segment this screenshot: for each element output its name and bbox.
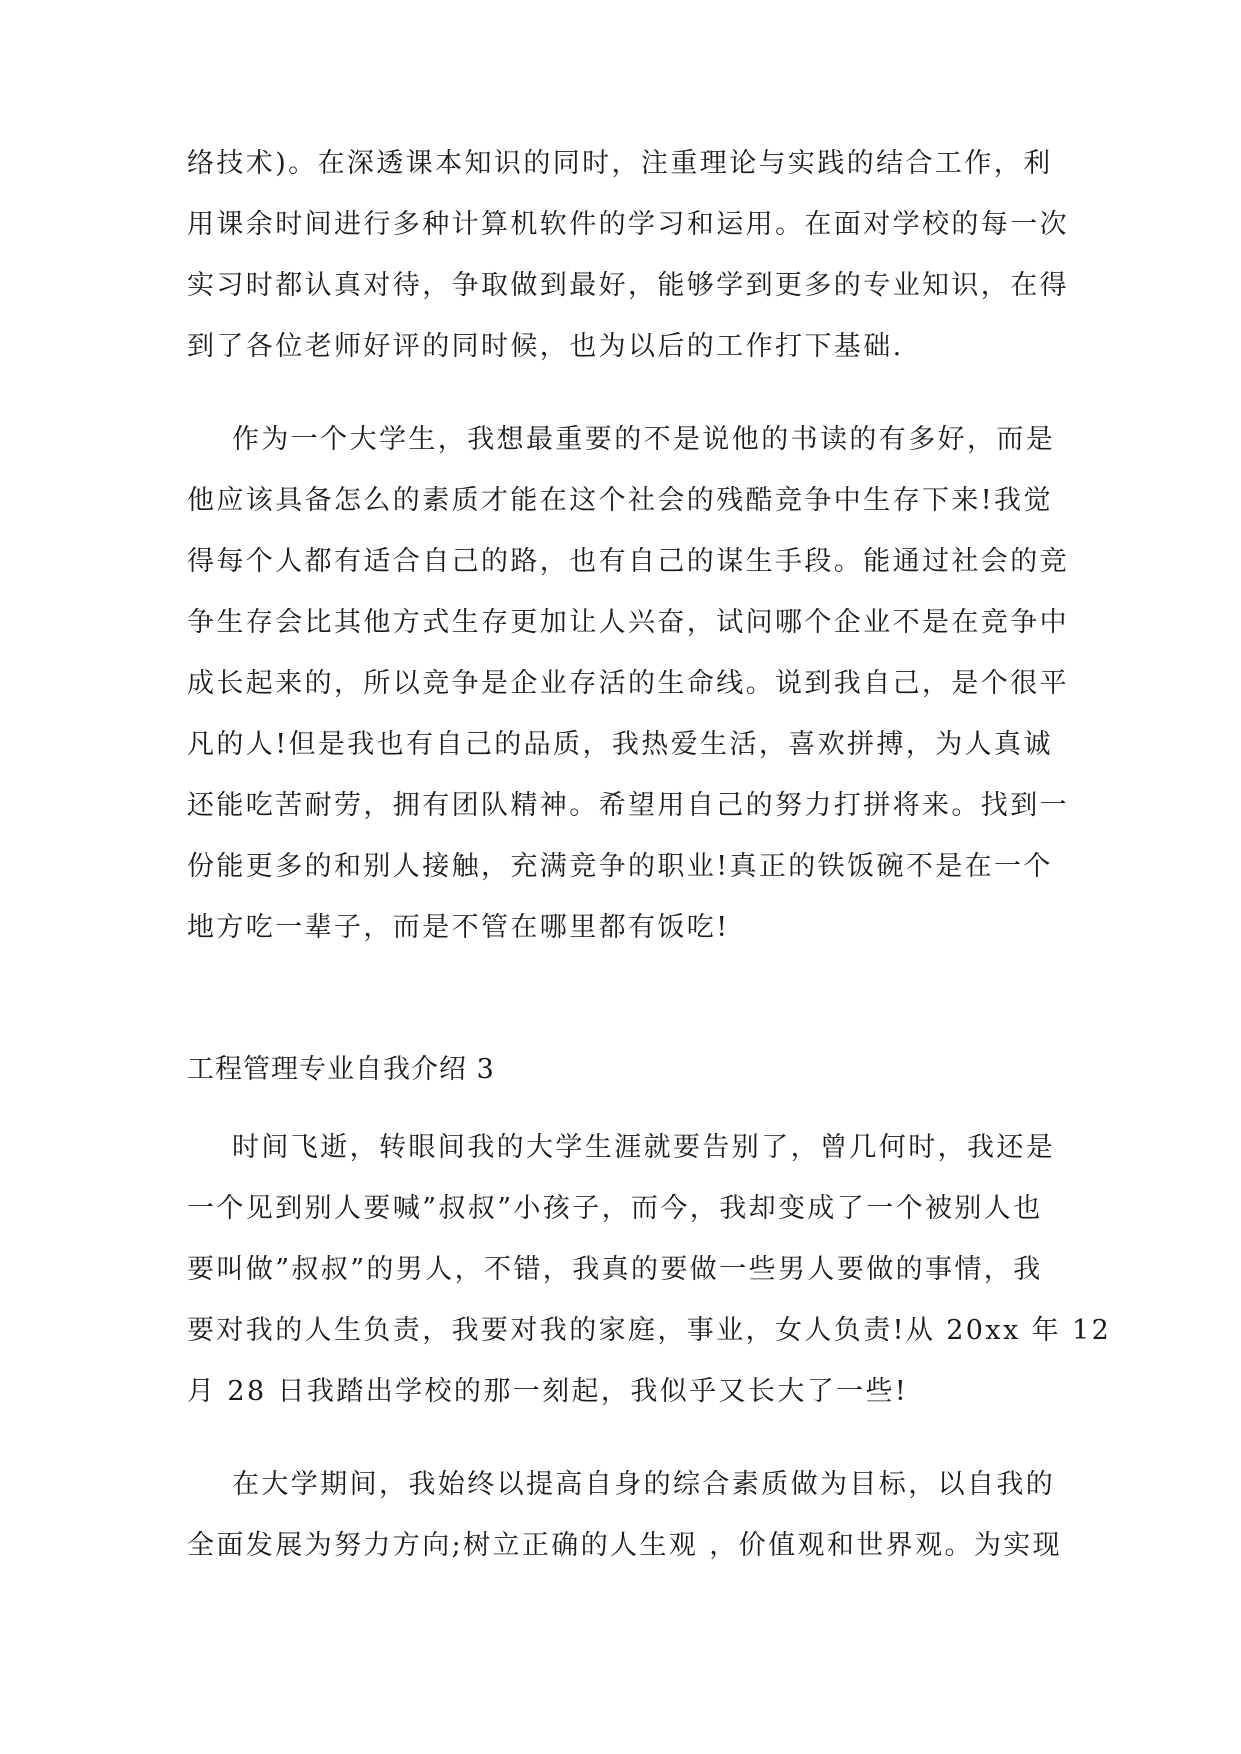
paragraph-line: 得每个人都有适合自己的路，也有自己的谋生手段。能通过社会的竞 [187, 546, 1069, 577]
paragraph-line: 月 28 日我踏出学校的那一刻起，我似乎又长大了一些! [187, 1376, 909, 1407]
paragraph-line: 还能吃苦耐劳，拥有团队精神。希望用自己的努力打拼将来。找到一 [187, 790, 1069, 821]
section-heading: 工程管理专业自我介绍 3 [187, 1054, 495, 1085]
paragraph-line: 地方吃一辈子，而是不管在哪里都有饭吃! [187, 912, 730, 943]
paragraph-line: 他应该具备怎么的素质才能在这个社会的残酷竞争中生存下来!我觉 [187, 485, 1053, 516]
paragraph-line: 在大学期间，我始终以提高自身的综合素质做为目标，以自我的 [232, 1469, 1056, 1500]
paragraph-line: 要叫做”叔叔”的男人，不错，我真的要做一些男人要做的事情，我 [187, 1254, 1043, 1285]
paragraph-line: 全面发展为努力方向;树立正确的人生观 ，价值观和世界观。为实现 [187, 1530, 1063, 1561]
paragraph-line: 争生存会比其他方式生存更加让人兴奋，试问哪个企业不是在竞争中 [187, 607, 1069, 638]
paragraph-line: 到了各位老师好评的同时候，也为以后的工作打下基础. [187, 331, 904, 362]
paragraph-line: 一个见到别人要喊”叔叔”小孩子，而今，我却变成了一个被别人也 [187, 1193, 1043, 1224]
paragraph-line: 实习时都认真对待，争取做到最好，能够学到更多的专业知识，在得 [187, 270, 1069, 301]
paragraph-line: 络技术)。在深透课本知识的同时，注重理论与实践的结合工作，利 [187, 148, 1053, 179]
paragraph-line: 时间飞逝，转眼间我的大学生涯就要告别了，曾几何时，我还是 [232, 1132, 1056, 1163]
paragraph-line: 凡的人!但是我也有自己的品质，我热爱生活，喜欢拼搏，为人真诚 [187, 729, 1053, 760]
paragraph-line: 要对我的人生负责，我要对我的家庭，事业，女人负责!从 20xx 年 12 [187, 1315, 1112, 1346]
paragraph-line: 作为一个大学生，我想最重要的不是说他的书读的有多好，而是 [232, 424, 1056, 455]
paragraph-line: 用课余时间进行多种计算机软件的学习和运用。在面对学校的每一次 [187, 209, 1069, 240]
paragraph-line: 份能更多的和别人接触，充满竞争的职业!真正的铁饭碗不是在一个 [187, 851, 1053, 882]
paragraph-line: 成长起来的，所以竞争是企业存活的生命线。说到我自己，是个很平 [187, 668, 1069, 699]
